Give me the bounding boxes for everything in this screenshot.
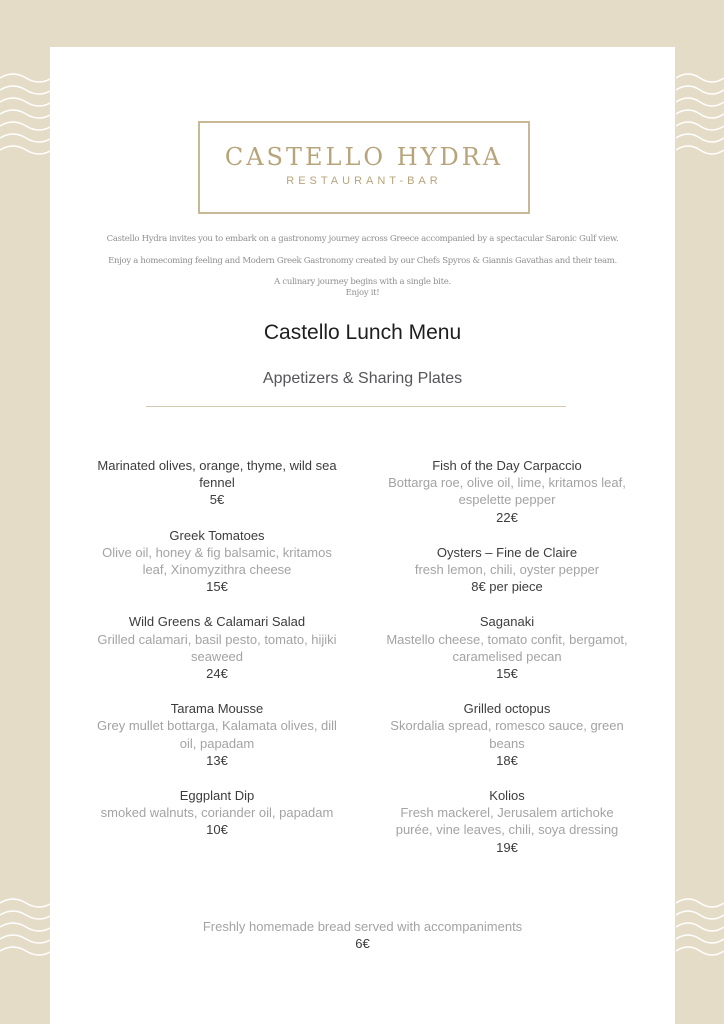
item-name: Saganaki xyxy=(479,614,535,630)
item-price: 19€ xyxy=(496,839,518,855)
item-name: Tarama Mousse xyxy=(170,701,264,717)
intro-line-3: A culinary journey begins with a single bite. xyxy=(274,277,451,287)
item-price: 15€ xyxy=(206,579,228,595)
section-divider xyxy=(146,406,566,407)
menu-item xyxy=(382,613,632,682)
item-price: 8€ per piece xyxy=(471,579,543,595)
item-name: Marinated olives, orange, thyme, wild sea fennel xyxy=(97,458,337,491)
menu-item xyxy=(382,544,632,596)
menu-item xyxy=(92,700,342,769)
bread-note xyxy=(50,918,675,952)
restaurant-logo xyxy=(198,121,530,214)
item-description: Grilled calamari, basil pesto, tomato, hijiki seaweed xyxy=(97,631,337,664)
item-description: Grey mullet bottarga, Kalamata olives, dill oil, papadam xyxy=(97,718,337,751)
item-name: Grilled octopus xyxy=(463,701,551,717)
menu-item xyxy=(382,700,632,769)
menu-item xyxy=(382,457,632,526)
menu-page xyxy=(50,47,675,1024)
menu-item xyxy=(92,457,342,509)
item-name: Wild Greens & Calamari Salad xyxy=(128,614,306,630)
wave-pattern-top-left xyxy=(0,70,52,170)
menu-column-right xyxy=(382,457,632,856)
item-price: 22€ xyxy=(496,509,518,525)
item-price: 13€ xyxy=(206,752,228,768)
menu-item xyxy=(382,787,632,856)
item-name: Eggplant Dip xyxy=(179,788,255,804)
item-name: Greek Tomatoes xyxy=(169,527,265,543)
item-name: Fish of the Day Carpaccio xyxy=(432,458,582,473)
item-price: 10€ xyxy=(206,822,228,838)
bread-text: Freshly homemade bread served with accompaniments xyxy=(202,919,523,934)
menu-title: Castello Lunch Menu xyxy=(263,321,462,344)
wave-pattern-top-right xyxy=(676,70,724,170)
item-description: Fresh mackerel, Jerusalem artichoke purée, vine leaves, chili, soya dressing xyxy=(395,805,619,838)
menu-item xyxy=(92,787,342,839)
intro-line-2: Enjoy a homecoming feeling and Modern Greek Gastronomy created by our Chefs Spyros & Giannis Gavathas and their team. xyxy=(108,256,617,266)
menu-item xyxy=(92,527,342,596)
intro-line-4: Enjoy it! xyxy=(345,288,380,298)
item-price: 18€ xyxy=(496,752,518,768)
bread-price: 6€ xyxy=(355,936,370,951)
item-description: Bottarga roe, olive oil, lime, kritamos leaf, espelette pepper xyxy=(388,475,626,508)
menu-item xyxy=(92,613,342,682)
item-name: Oysters – Fine de Claire xyxy=(436,544,578,560)
section-title: Appetizers & Sharing Plates xyxy=(262,370,463,387)
item-price: 24€ xyxy=(206,666,228,682)
item-description: Olive oil, honey & fig balsamic, kritamos leaf, Xinomyzithra cheese xyxy=(102,544,332,578)
wave-pattern-bottom-left xyxy=(0,895,52,965)
wave-pattern-bottom-right xyxy=(676,895,724,965)
item-description: Mastello cheese, tomato confit, bergamot, caramelised pecan xyxy=(386,631,628,664)
item-description: Skordalia spread, romesco sauce, green beans xyxy=(390,718,624,751)
item-price: 15€ xyxy=(496,666,518,682)
item-description: smoked walnuts, coriander oil, papadam xyxy=(100,805,334,821)
item-price: 5€ xyxy=(209,492,225,508)
logo-name: CASTELLO HYDRA xyxy=(224,143,504,171)
menu-column-left xyxy=(92,457,342,839)
item-name: Kolios xyxy=(489,788,525,804)
item-description: fresh lemon, chili, oyster pepper xyxy=(414,562,600,578)
logo-subtitle: RESTAURANT-BAR xyxy=(286,175,442,187)
intro-text xyxy=(50,234,675,299)
intro-line-1: Castello Hydra invites you to embark on a gastronomy journey across Greece accompanied by a spectacular Saronic Gulf view. xyxy=(106,234,619,244)
